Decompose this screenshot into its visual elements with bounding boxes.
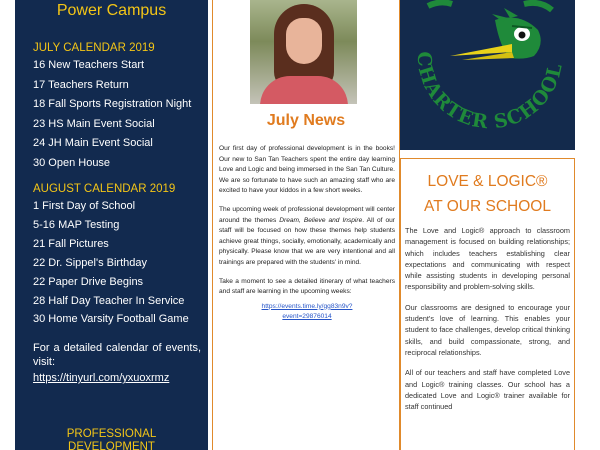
roadrunner-logo-icon (400, 0, 575, 150)
calendar-item: 18 Fall Sports Registration Night (33, 98, 192, 110)
calendar-item: 1 First Day of School (33, 200, 136, 212)
itinerary-link[interactable]: https://events.time.ly/gg83n9v? event=29876014 (261, 302, 353, 320)
calendar-sidebar (15, 0, 208, 450)
august-calendar-heading: AUGUST CALENDAR 2019 (33, 183, 176, 195)
professional-development-heading (15, 428, 208, 450)
calendar-item: 16 New Teachers Start (33, 59, 145, 71)
calendar-item: 22 Dr. Sippel's Birthday (33, 256, 147, 269)
news-paragraph-1: Our first day of professional development is in the books! Our new to San Tan Teachers spent the entire day learning Love and Logic and being immersed in the San Tan Culture. We are so fortunate to have such an amazing staff who are excited to have your kiddos in a few short weeks. (219, 145, 395, 195)
august-calendar-list (33, 197, 208, 329)
svg-text:CHARTER SCHOOL (413, 51, 567, 133)
logo-arc-text: CHARTER SCHOOL (412, 50, 567, 134)
love-logic-paragraph-1: The Love and Logic® approach to classroom management is focused on building relationships; which includes teachers establishing clear expectations and communicating with respect while assisting students in developing personal responsibility and problem-solving skills. (405, 226, 570, 292)
news-paragraph-2: The upcoming week of professional development will center around the themes Dream, Believe and Inspire. All of our staff will be focused on how these themes help students achieve great things, socially, emotionally, academically and physically. Please know that we are very intentional and all trainings are prepared with the students' in mind. (219, 205, 395, 266)
principal-photo (250, 0, 357, 104)
calendar-item: 5-16 MAP Testing (33, 218, 120, 231)
calendar-item: 23 HS Main Event Social (33, 117, 155, 130)
love-and-logic-panel (400, 158, 575, 450)
love-logic-title-line2: AT OUR SCHOOL (424, 198, 551, 215)
news-body (219, 144, 395, 322)
calendar-item: 21 Fall Pictures (33, 237, 109, 250)
pd-heading-line1: PROFESSIONAL (66, 428, 157, 440)
campus-title: Power Campus (56, 2, 167, 19)
july-calendar-list (33, 56, 208, 173)
news-column (212, 0, 400, 450)
calendar-link[interactable]: https://tinyurl.com/yxuoxrmz (33, 372, 170, 385)
love-logic-title-line1: LOVE & LOGIC® (427, 173, 548, 190)
calendar-item: 30 Open House (33, 156, 111, 169)
pd-heading-line2: DEVELOPMENT (68, 441, 155, 450)
calendar-item: 30 Home Varsity Football Game (33, 313, 189, 326)
school-logo (400, 0, 575, 150)
news-paragraph-3: Take a moment to see a detailed itinerary of what teachers and staff are learning in the upcoming weeks: (219, 277, 395, 296)
news-themes: Dream, Believe and Inspire (279, 216, 363, 224)
calendar-item: 24 JH Main Event Social (33, 137, 153, 149)
love-logic-paragraph-3: All of our teachers and staff have completed Love and Logic® training classes. Our school has a dedicated Love and Logic® trainer available for staff continued (405, 368, 570, 412)
love-logic-paragraph-2: Our classrooms are designed to encourage your student's love of learning. This enables your student to face challenges, develop critical thinking skills, and build compassionate, strong, and reciprocal relationships. (405, 302, 570, 357)
calendar-detail-text: For a detailed calendar of events, visit: (33, 342, 201, 369)
love-logic-title (401, 169, 574, 219)
calendar-item: 17 Teachers Return (33, 78, 129, 91)
news-title: July News (266, 112, 346, 129)
calendar-item: 22 Paper Drive Begins (33, 275, 144, 288)
july-calendar-heading: JULY CALENDAR 2019 (33, 42, 155, 54)
calendar-item: 28 Half Day Teacher In Service (33, 294, 185, 307)
love-logic-body (401, 219, 574, 412)
